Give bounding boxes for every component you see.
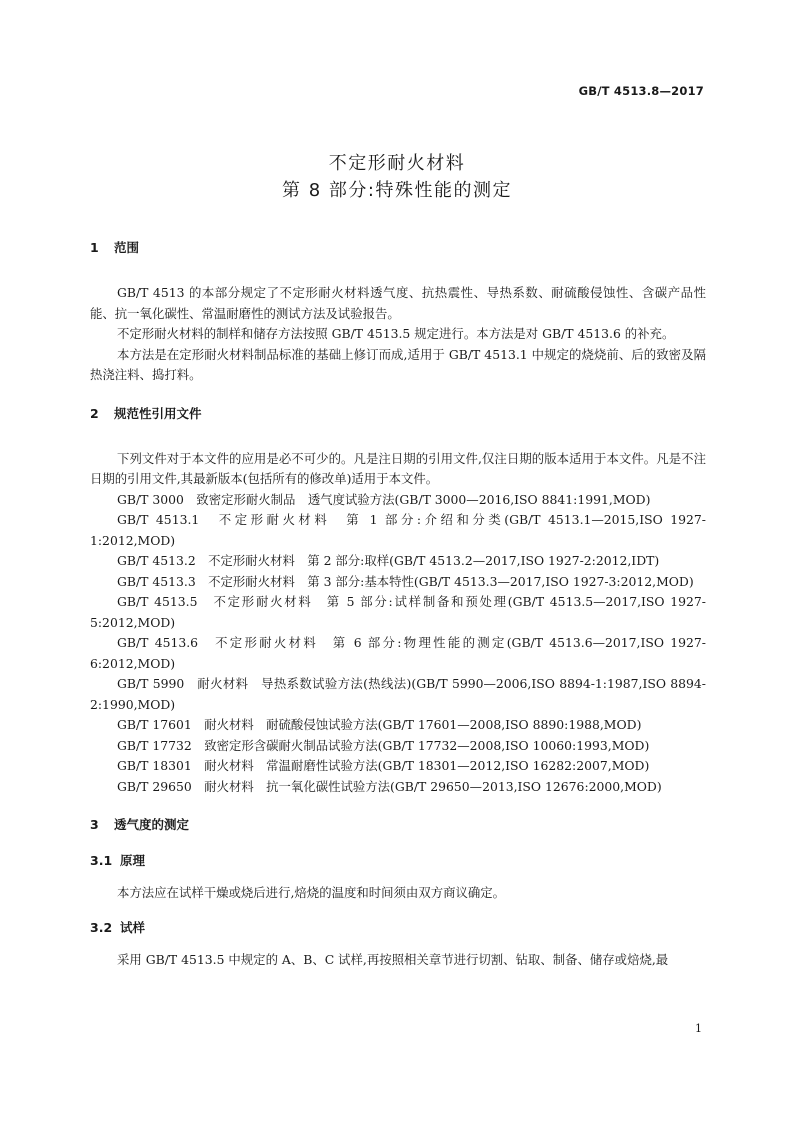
references-intro: 下列文件对于本文件的应用是必不可少的。凡是注日期的引用文件,仅注日期的版本适用于本文件。凡是不注日期的引用文件,其最新版本(包括所有的修改单)适用于本文件。 [90,450,706,486]
reference-item: GB/T 4513.1 不定形耐火材料 第 1 部分:介绍和分类(GB/T 4513.1—2015,ISO 1927-1:2012,MOD) [90,512,706,548]
document-title [0,150,794,204]
title-line-2: 第 8 部分:特殊性能的测定 [282,180,512,201]
specimen-paragraph: 采用 GB/T 4513.5 中规定的 A、B、C 试样,再按照相关章节进行切割、钻取、制备、储存或焙烧,最 [117,951,669,967]
reference-item: GB/T 17732 致密定形含碳耐火制品试验方法(GB/T 17732—2008,ISO 10060:1993,MOD) [117,737,650,753]
subsection-heading-specimen [90,918,706,936]
subsection-title: 试样 [120,919,146,935]
section-number: 1 [90,240,99,255]
reference-item: GB/T 4513.2 不定形耐火材料 第 2 部分:取样(GB/T 4513.2—2017,ISO 1927-2:2012,IDT) [117,553,660,568]
subsection-title: 原理 [120,853,146,868]
section-heading-scope [90,238,706,256]
scope-paragraph: 不定形耐火材料的制样和储存方法按照 GB/T 4513.5 规定进行。本方法是对 GB/T 4513.6 的补充。 [117,326,675,341]
reference-item: GB/T 5990 耐火材料 导热系数试验方法(热线法)(GB/T 5990—2006,ISO 8894-1:1987,ISO 8894-2:1990,MOD) [90,676,706,712]
reference-item: GB/T 4513.6 不定形耐火材料 第 6 部分:物理性能的测定(GB/T 4513.6—2017,ISO 1927-6:2012,MOD) [90,635,706,671]
scope-paragraph: 本方法是在定形耐火材料制品标准的基础上修订而成,适用于 GB/T 4513.1 中规定的烧烧前、后的致密及隔热浇注料、捣打料。 [90,346,706,382]
reference-item: GB/T 3000 致密定形耐火制品 透气度试验方法(GB/T 3000—2016,ISO 8841:1991,MOD) [117,491,651,507]
section-title: 透气度的测定 [114,817,190,832]
reference-item: GB/T 4513.5 不定形耐火材料 第 5 部分:试样制备和预处理(GB/T 4513.5—2017,ISO 1927-5:2012,MOD) [90,594,706,630]
section-heading-permeability [90,815,706,833]
section-title: 范围 [114,240,140,255]
standard-code: GB/T 4513.8—2017 [578,84,704,98]
title-line-1: 不定形耐火材料 [328,153,466,174]
subsection-number: 3.2 [90,919,113,935]
section-title: 规范性引用文件 [114,405,202,421]
page-number: 1 [695,1022,702,1035]
subsection-number: 3.1 [90,853,113,868]
document-body [90,238,706,970]
reference-item: GB/T 4513.3 不定形耐火材料 第 3 部分:基本特性(GB/T 4513.3—2017,ISO 1927-3:2012,MOD) [117,573,694,589]
section-number: 2 [90,405,99,421]
principle-paragraph: 本方法应在试样干燥或烧后进行,焙烧的温度和时间须由双方商议确定。 [117,885,506,900]
section-number: 3 [90,817,99,832]
scope-paragraph: GB/T 4513 的本部分规定了不定形耐火材料透气度、抗热震性、导热系数、耐硫酸侵蚀性、含碳产品性能、抗一氧化碳性、常温耐磨性的测试方法及试验报告。 [90,285,706,321]
subsection-heading-principle [90,851,706,869]
section-heading-normative-references [90,404,706,422]
reference-item: GB/T 18301 耐火材料 常温耐磨性试验方法(GB/T 18301—2012,ISO 16282:2007,MOD) [117,758,650,773]
reference-item: GB/T 17601 耐火材料 耐硫酸侵蚀试验方法(GB/T 17601—2008,ISO 8890:1988,MOD) [117,717,642,732]
reference-item: GB/T 29650 耐火材料 抗一氧化碳性试验方法(GB/T 29650—2013,ISO 12676:2000,MOD) [117,778,662,794]
